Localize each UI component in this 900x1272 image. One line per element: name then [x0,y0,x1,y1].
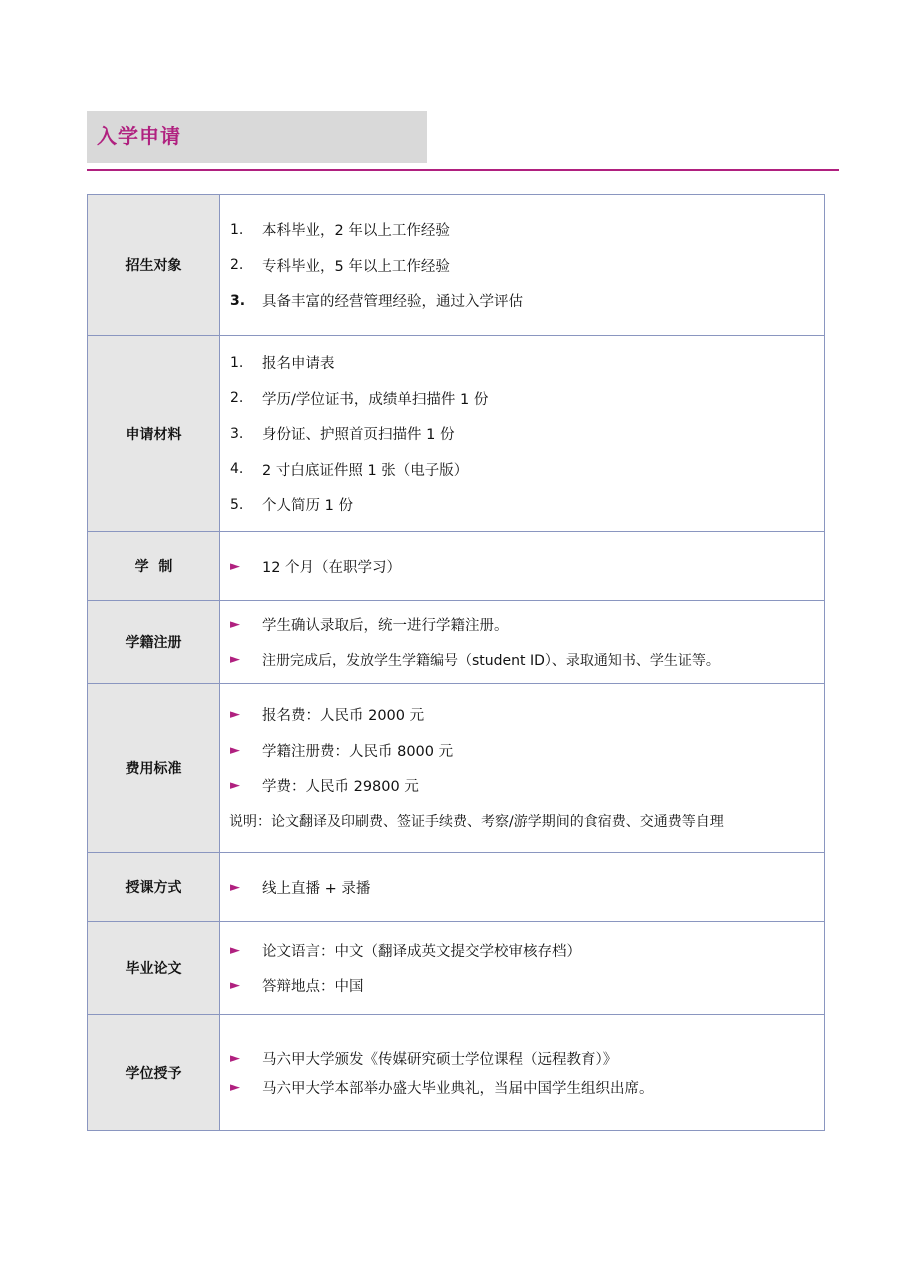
item-text: 线上直播 + 录播 [262,880,371,897]
row-label: 费用标准 [88,684,220,853]
row-label: 申请材料 [88,336,220,532]
list-item [230,933,824,969]
item-text: 12 个月（在职学习） [262,559,402,576]
row-label: 招生对象 [88,195,220,336]
row-label: 学位授予 [88,1015,220,1131]
item-text: 身份证、护照首页扫描件 1 份 [262,427,455,444]
item-text: 具备丰富的经营管理经验，通过入学评估 [262,294,523,311]
item-number: 2. [230,257,244,274]
item-number: 3. [230,425,244,442]
item-number: 4. [230,461,244,478]
triangle-bullet-icon: ► [230,1050,240,1066]
row-content [220,336,825,532]
row-content [220,1015,825,1131]
item-text: 马六甲大学本部举办盛大毕业典礼，当届中国学生组织出席。 [262,1080,654,1097]
triangle-bullet-icon: ► [230,652,240,668]
item-text: 专科毕业，5 年以上工作经验 [262,258,450,275]
item-text: 本科毕业，2 年以上工作经验 [262,223,450,240]
item-number: 3. [230,292,246,309]
list-item [230,452,824,488]
item-text: 答辩地点：中国 [262,979,364,996]
list-item [230,1044,824,1073]
row-content [220,853,825,922]
triangle-bullet-icon: ► [230,1079,240,1095]
table-row-program-length [88,532,825,601]
list-item [230,548,824,584]
triangle-bullet-icon: ► [230,778,240,794]
item-text: 论文语言：中文（翻译成英文提交学校审核存档） [262,943,581,960]
item-number: 5. [230,496,244,513]
row-label: 毕业论文 [88,922,220,1015]
row-content [220,922,825,1015]
row-content [220,195,825,336]
admission-info-table [87,194,825,1131]
table-row-application-materials [88,336,825,532]
item-text: 2 寸白底证件照 1 张（电子版） [262,462,469,479]
list-item [230,768,824,804]
row-content [220,684,825,853]
item-text: 学费：人民币 29800 元 [262,779,419,796]
item-text: 马六甲大学颁发《传媒研究硕士学位课程（远程教育）》 [262,1051,618,1068]
list-item [230,869,824,905]
triangle-bullet-icon: ► [230,942,240,958]
item-text: 报名费：人民币 2000 元 [262,708,425,725]
table-row-teaching-mode [88,853,825,922]
table-row-registration [88,601,825,684]
list-item [230,697,824,733]
list-item [230,968,824,1004]
list-item [230,283,824,319]
list-item [230,248,824,284]
triangle-bullet-icon: ► [230,558,240,574]
list-item [230,733,824,769]
list-item [230,381,824,417]
list-item [230,345,824,381]
table-row-fees [88,684,825,853]
fee-note: 说明：论文翻译及印刷费、签证手续费、考察/游学期间的食宿费、交通费等自理 [229,814,724,831]
list-item [230,1073,824,1102]
item-text: 学籍注册费：人民币 8000 元 [262,743,454,760]
list-item [230,642,824,678]
item-number: 1. [230,221,244,238]
row-label: 学 制 [88,532,220,601]
triangle-bullet-icon: ► [230,616,240,632]
list-item [230,487,824,523]
list-item [230,416,824,452]
list-item [230,212,824,248]
section-title: 入学申请 [97,124,181,148]
item-text: 注册完成后，发放学生学籍编号（student ID）、录取通知书、学生证等。 [262,652,720,669]
table-row-target-students [88,195,825,336]
triangle-bullet-icon: ► [230,978,240,994]
item-number: 1. [230,354,244,371]
item-text: 学生确认录取后，统一进行学籍注册。 [262,617,509,634]
row-content [220,532,825,601]
table-row-degree-award [88,1015,825,1131]
item-text: 学历/学位证书，成绩单扫描件 1 份 [262,391,489,408]
item-text: 报名申请表 [262,356,335,373]
triangle-bullet-icon: ► [230,742,240,758]
list-item [230,607,824,643]
triangle-bullet-icon: ► [230,707,240,723]
row-label: 授课方式 [88,853,220,922]
table-row-thesis [88,922,825,1015]
row-label: 学籍注册 [88,601,220,684]
item-number: 2. [230,390,244,407]
item-text: 个人简历 1 份 [262,498,353,515]
row-content [220,601,825,684]
triangle-bullet-icon: ► [230,879,240,895]
section-divider [87,169,839,171]
